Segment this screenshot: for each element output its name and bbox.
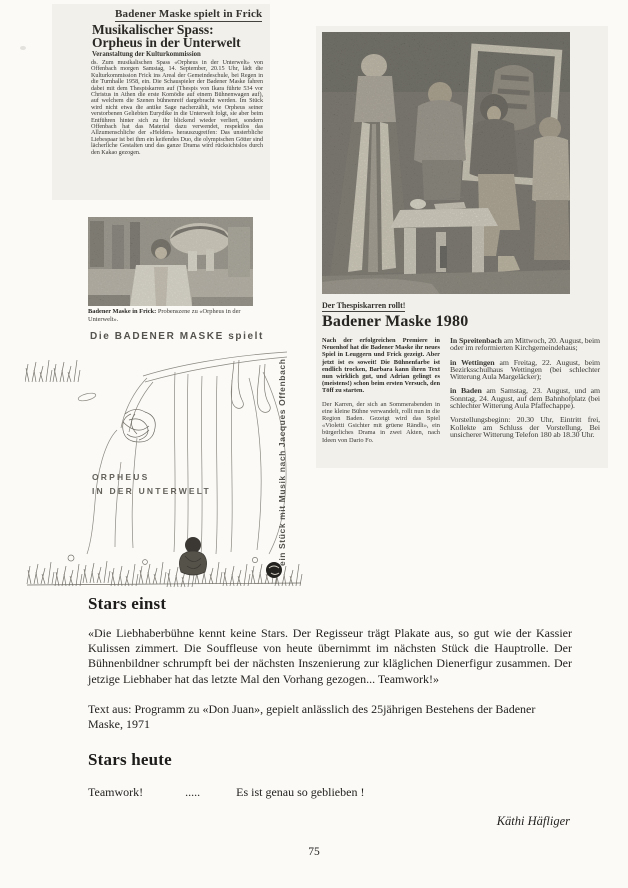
scan-smudge [20, 46, 26, 50]
clipping2-column-right [450, 337, 600, 450]
heading-stars-einst: Stars einst [88, 594, 167, 613]
clipping1-title-line2: Orpheus in der Unterwelt [92, 34, 241, 50]
venue-wettingen: in Wettingen [450, 357, 495, 367]
poster-title-line2: IN DER UNTERWELT [92, 486, 211, 496]
venue-baden-details: am Samstag, 23. August, und am Sonntag, 24. August, auf dem Bahnhofplatz (bei schlechter Witterung Aula Pfaffechappe). [450, 386, 600, 411]
photo-stage-1980 [322, 32, 570, 294]
clipping2-title: Badener Maske 1980 [322, 313, 469, 330]
photo-rehearsal-caption-lead: Badener Maske in Frick: [88, 308, 157, 315]
clipping2-col2-paragraph3 [450, 387, 600, 409]
photo-rehearsal-caption-rest: Probenszene zu «Orpheus in der Unterwelt». [88, 308, 241, 323]
clipping1-subtitle: Veranstaltung der Kulturkommission [92, 51, 201, 58]
teamwork-word: Teamwork! [88, 785, 144, 799]
clipping1-kicker: Badener Maske spielt in Frick [115, 8, 263, 20]
clipping1-title-line1: Musikalischer Spass: [92, 22, 214, 37]
quote-source: Text aus: Programm zu «Don Juan», gepielt anlässlich des 25jährigen Bestehens der Badener Maske, 1971 [88, 702, 536, 732]
poster-illustration [25, 342, 305, 588]
poster-heading: Die BADENER MASKE spielt [90, 331, 264, 342]
teamwork-dots: ..... [185, 785, 201, 799]
clipping2-col2-paragraph1 [450, 337, 600, 352]
teamwork-rest: Es ist genau so geblieben ! [236, 785, 365, 799]
venue-wettingen-details: am Freitag, 22. August, beim Bezirksschulhaus Wettingen (bei schlechter Witterung Aula Margeläcker); [450, 357, 600, 382]
clipping2-columns [322, 337, 602, 450]
clipping1-title [92, 24, 268, 49]
clipping2-col1-paragraph2: Der Karren, der sich an Sommerabenden in eine kleine Bühne verwandelt, rollt nun in die Region Baden. Gezeigt wird das Spiel «Violetti Gsichter mit grüene Rändli», ein bürgerliches Drama in zwei Akten, nach Ideen von Dario Fo. [322, 400, 440, 444]
clipping2-col1-paragraph1: Nach der erfolgreichen Premiere in Neuenhof hat die Badener Maske ihr neues Spiel in Leuggern und Frick gezeigt. Aber jetzt ist es soweit! Die Bühnenfarbe ist endlich trocken, Barbara kann ihren Text nun wirklich gut, und Adrian gelingt es (meistens!) schon beim ersten Versuch, den Töff zu starten. [322, 337, 440, 395]
photo-stage-caption: Der Thespiskarren rollt! [322, 301, 406, 310]
poster-title-line1: ORPHEUS [92, 472, 150, 482]
clipping2-col2-paragraph4: Vorstellungsbeginn: 20.30 Uhr, Eintritt frei, Kollekte am Schluss der Vorstellung. Bei unsicherer Witterung Telefon 180 ab 18.30 Uhr. [450, 415, 600, 439]
photo-rehearsal-caption [88, 308, 254, 323]
page-number: 75 [308, 846, 320, 858]
heading-stars-heute: Stars heute [88, 750, 172, 769]
clipping2-column-left [322, 337, 440, 450]
poster-vertical-credit: ein Stück mit Musik nach Jacques Offenbach [277, 358, 287, 566]
venue-spreitenbach: In Spreitenbach [450, 336, 502, 345]
venue-spreitenbach-details: am Mittwoch, 20. August, beim oder im reformierten Kirchgemeindehaus; [450, 336, 600, 353]
clipping1-body: ds. Zum musikalischen Spass «Orpheus in der Unterwelt» von Offenbach morgen Samstag, 14. September, 20.15 Uhr, lädt die Kulturkommission Frick ins Areal der Gemeindeschule, bei Regen in die Turnhalle 1958, ein. Die Schauspieler der Badener Maske fahren dabei mit dem Thespiskarren auf (Thespis von Ikara führte 534 vor Christus in Athen die erste Komödie auf einem Bühnenwagen auf), auf welchem die Szenen bühnenreif dargebracht werden. Im Stück wird nicht etwa die antike Sage nacherzählt, wie Orpheus seiner verstorbenen Geliebten Eurydike in die Unterwelt folgt, sie aber beim Entführen hinter sich zu ihr blickend wieder verliert, sondern Offenbach hat das Material dazu verwendet, respektlos das Allzumenschliche der «Helden» herauszugreifen: Das unsterbliche Liebespaar ist bei ihm ein keifendes Duo, die olympischen Götter sind lächerliche Gestalten und das ganze Drama wird rücksichtslos durch den Kakao gezogen. [91, 59, 263, 156]
teamwork-line [88, 785, 572, 800]
clipping2-col2-paragraph2 [450, 359, 600, 381]
photo-rehearsal-frick [88, 217, 253, 306]
venue-baden: in Baden [450, 386, 482, 396]
quote-paragraph: «Die Liebhaberbühne kennt keine Stars. Der Regisseur trägt Plakate aus, so gut wie der Kassier Kulissen zimmert. Die Souffleuse von heute übernimmt im nächsten Stück die Hauptrolle. Der Bühnenbildner schrumpft bei der nächsten Inszenierung zur kläglichen Dienerfigur zusammen. Der jetzige Liebhaber hat das letzte Mal den Vorhang gezogen... Teamwork!» [88, 626, 572, 686]
author-signature: Käthi Häfliger [496, 814, 570, 828]
